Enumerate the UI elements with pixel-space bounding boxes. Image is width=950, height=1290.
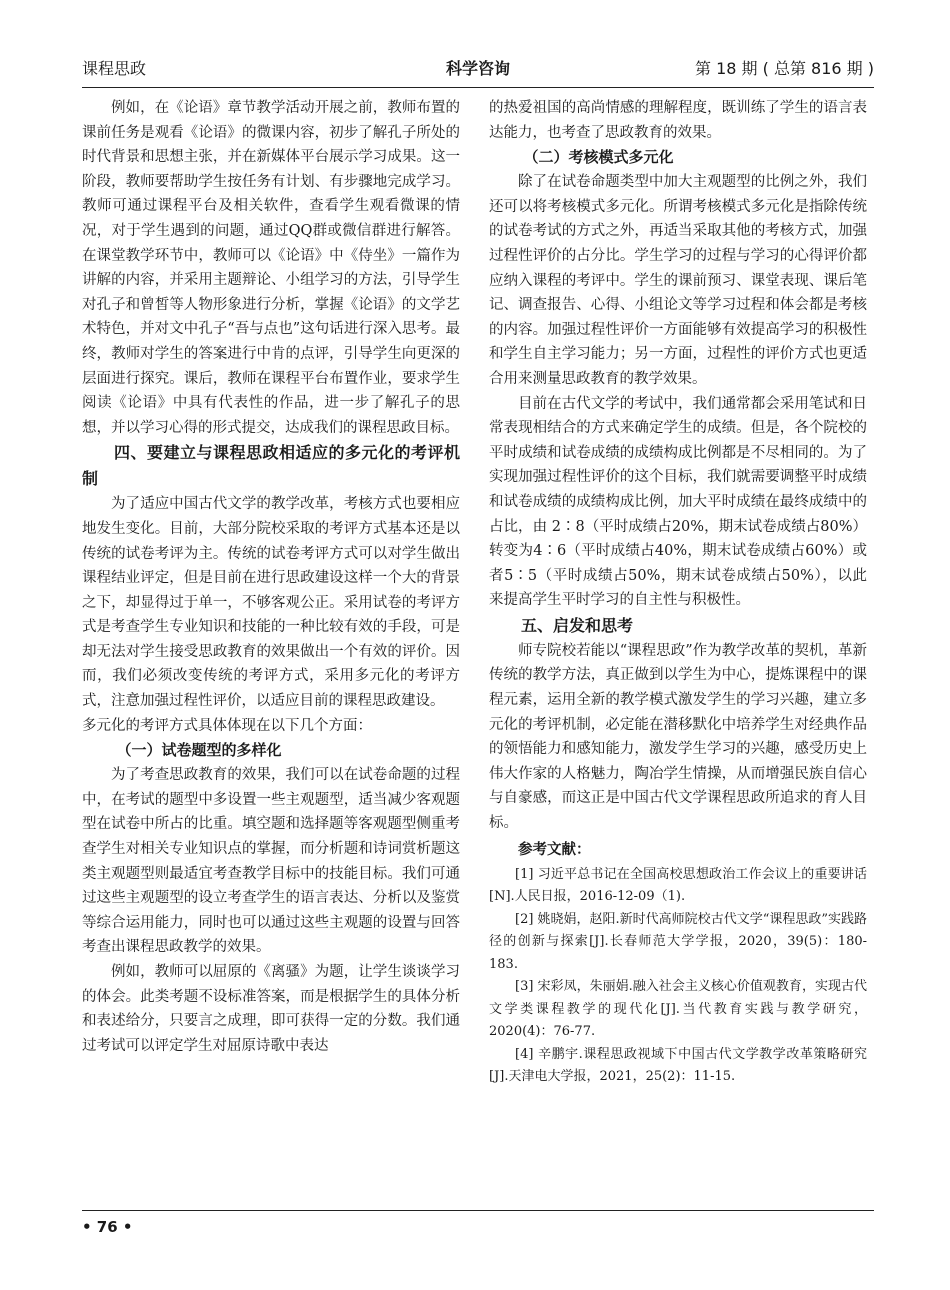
paragraph: 的热爱祖国的高尚情感的理解程度，既训练了学生的语言表达能力，也考查了思政教育的效果。 <box>489 100 867 141</box>
references-title: 参考文献： <box>518 840 591 858</box>
reference-item: [4] 辛鹏宇.课程思政视域下中国古代文学教学改革策略研究[J].天津电大学报，2021，25(2)：11-15. <box>489 1046 867 1085</box>
right-column <box>489 96 867 1089</box>
paragraph: 目前在古代文学的考试中，我们通常都会采用笔试和日常表现相结合的方式来确定学生的成绩。但是，各个院校的平时成绩和试卷成绩的成绩构成比例都是不尽相同的。为了实现加强过程性评价的这个目标，我们就需要调整平时成绩和试卷成绩的成绩构成比例，加大平时成绩在最终成绩中的占比，由 2∶8（平时成绩占20%，期末试卷成绩占80%）转变为4∶6（平时成绩占40%，期末试卷成绩占60%）或者5∶5（平时成绩占50%，期末试卷成绩占50%），以此来提高学生平时学习的自主性与积极性。 <box>489 395 867 609</box>
paragraph: 为了适应中国古代文学的教学改革，考核方式也要相应地发生变化。目前，大部分院校采取的考评方式基本还是以传统的试卷考评为主。传统的试卷考评方式可以对学生做出课程结业评定，但是目前在进行思政建设这样一个大的背景之下，却显得过于单一，不够客观公正。采用试卷的考评方式是考查学生专业知识和技能的一种比较有效的手段，可是却无法对学生接受思政教育的效果做出一个有效的评价。因而，我们必须改变传统的考评方式，采用多元化的考评方式，注意加强过程性评价，以适应目前的课程思政建设。 <box>82 496 460 710</box>
journal-title: 科学咨询 <box>445 59 510 78</box>
header-section-label: 课程思政 <box>82 59 147 78</box>
left-column <box>82 96 460 1058</box>
paragraph: 例如，教师可以屈原的《离骚》为题，让学生谈谈学习的体会。此类考题不设标准答案，而是根据学生的具体分析和表述给分，只要言之成理，即可获得一定的分数。我们通过考试可以评定学生对屈原诗歌中表达 <box>82 964 460 1054</box>
footer-rule <box>82 1210 874 1211</box>
section-heading: 五、启发和思考 <box>521 615 634 635</box>
subsection-heading: （一）试卷题型的多样化 <box>116 741 282 760</box>
reference-item: [1] 习近平总书记在全国高校思想政治工作会议上的重要讲话[N].人民日报，2016-12-09（1). <box>489 866 867 905</box>
subsection-heading: （二）考核模式多元化 <box>523 148 674 167</box>
paragraph: 为了考查思政教育的效果，我们可以在试卷命题的过程中，在考试的题型中多设置一些主观题型，适当减少客观题型在试卷中所占的比重。填空题和选择题等客观题型侧重考查学生对相关专业知识点的掌握，而分析题和诗词赏析题这类主观题型则最适宜考查教学目标中的技能目标。我们可通过这些主观题型的设立考查学生的语言表达、分析以及鉴赏等综合运用能力，同时也可以通过这些主观题的设置与回答考查出课程思政教学的效果。 <box>82 767 460 956</box>
reference-item: [3] 宋彩凤，朱丽娟.融入社会主义核心价值观教育，实现古代文学类课程教学的现代化[J].当代教育实践与教学研究，2020(4)：76-77. <box>489 979 867 1040</box>
page-number: • 76 • <box>82 1218 133 1236</box>
header-rule <box>82 87 874 88</box>
issue-number: 第 18 期 ( 总第 816 期 ) <box>695 59 874 78</box>
paragraph: 除了在试卷命题类型中加大主观题型的比例之外，我们还可以将考核模式多元化。所谓考核模式多元化是指除传统的试卷考试的方式之外，再适当采取其他的考核方式，加强过程性评价的占分比。学生学习的过程与学习的心得评价都应纳入课程的考评中。学生的课前预习、课堂表现、课后笔记、调查报告、心得、小组论文等学习过程和体会都是考核的内容。加强过程性评价一方面能够有效提高学习的积极性和学生自主学习能力；另一方面，过程性的评价方式也更适合用来测量思政教育的教学效果。 <box>489 174 867 387</box>
paragraph: 多元化的考评方式具体体现在以下几个方面： <box>82 717 372 734</box>
section-heading: 四、要建立与课程思政相适应的多元化的考评机制 <box>82 443 460 489</box>
paragraph: 师专院校若能以“课程思政”作为教学改革的契机，革新传统的教学方法，真正做到以学生为中心，提炼课程中的课程元素，运用全新的教学模式激发学生的学习兴趣，建立多元化的考评机制，必定能在潜移默化中培养学生对经典作品的领悟能力和感知能力，激发学生学习的兴趣，感受历史上伟大作家的人格魅力，陶冶学生情操，从而增强民族自信心与自豪感，而这正是中国古代文学课程思政所追求的育人目标。 <box>489 642 867 832</box>
paragraph: 例如，在《论语》章节教学活动开展之前，教师布置的课前任务是观看《论语》的微课内容，初步了解孔子所处的时代背景和思想主张，并在新媒体平台展示学习成果。这一阶段，教师要帮助学生按任务有计划、有步骤地完成学习。教师可通过课程平台及相关软件，查看学生观看微课的情况，对于学生遇到的问题，通过QQ群或微信群进行解答。在课堂教学环节中，教师可以《论语》中《侍坐》一篇作为讲解的内容，并采用主题辩论、小组学习的方法，引导学生对孔子和曾皙等人物形象进行分析，掌握《论语》的文学艺术特色，并对文中孔子“吾与点也”这句话进行深入思考。最终，教师对学生的答案进行中肯的点评，引导学生向更深的层面进行探究。课后，教师在课程平台布置作业，要求学生阅读《论语》中具有代表性的作品，进一步了解孔子的思想，并以学习心得的形式提交，达成我们的课程思政目标。 <box>82 100 460 436</box>
page-header <box>82 50 874 82</box>
reference-item: [2] 姚晓娟，赵阳.新时代高师院校古代文学“课程思政”实践路径的创新与探索[J].长春师范大学学报，2020，39(5)：180-183. <box>489 911 867 972</box>
